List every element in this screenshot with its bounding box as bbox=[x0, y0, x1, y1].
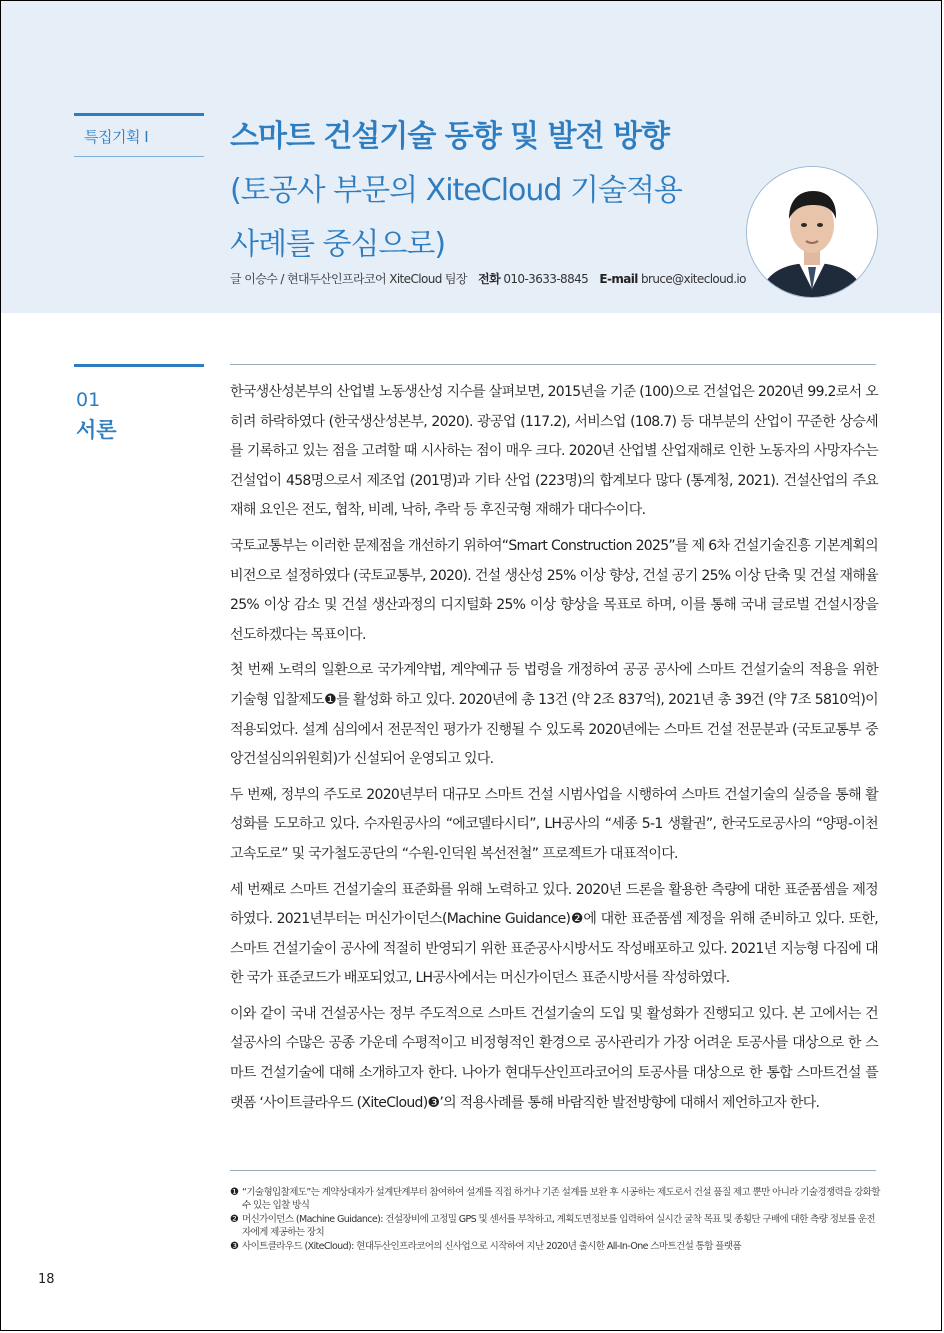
footnote-item bbox=[230, 1186, 880, 1212]
footnote-item bbox=[230, 1213, 880, 1239]
section-tag: 특집기획 I bbox=[84, 128, 149, 146]
footnote-text: “기술형입찰제도”는 계약상대자가 설계단계부터 참여하여 설계를 직접 하거나 기존 설계를 보완 후 시공하는 제도로서 건설 품질 제고 뿐만 아니라 기술경쟁력을 강화할 수 있는 입찰 방식 bbox=[242, 1187, 880, 1211]
paragraph: 국토교통부는 이러한 문제점을 개선하기 위하여“Smart Construction 2025”를 제 6차 건설기술진흥 기본계획의 비전으로 설정하였다 (국토교통부, 2020). 건설 생산성 25% 이상 향상, 건설 공기 25% 이상 단축 및 건설 재해율 25% 이상 감소 및 건설 생산과정의 디지털화 25% 이상 향상을 목표로 하며, 이를 통해 국내 글로벌 건설시장을 선도하겠다는 목표이다. bbox=[230, 537, 878, 643]
paragraph: 세 번째로 스마트 건설기술의 표준화를 위해 노력하고 있다. 2020년 드론을 활용한 측량에 대한 표준품셈을 제정하였다. 2021년부터는 머신가이던스(Machine Guidance)❷에 대한 표준품셈 제정을 위해 준비하고 있다. 또한, 스마트 건설기술이 공사에 적절히 반영되기 위한 표준공사시방서도 작성배포하고 있다. 2021년 지능형 다짐에 대한 국가 표준코드가 배포되었고, LH공사에서는 머신가이던스 표준시방서를 작성하였다. bbox=[230, 881, 878, 987]
byline bbox=[230, 270, 746, 287]
footnote-rule bbox=[230, 1170, 876, 1171]
tag-rule-top bbox=[74, 113, 204, 116]
article-title bbox=[230, 110, 750, 272]
footnotes bbox=[230, 1186, 880, 1254]
tag-rule-bottom bbox=[74, 156, 204, 157]
title-main: 스마트 건설기술 동향 및 발전 방향 bbox=[230, 119, 669, 154]
byline-email: bruce@xitecloud.io bbox=[641, 272, 746, 286]
body-text bbox=[230, 378, 878, 1124]
byline-phone-label: 전화 bbox=[478, 272, 501, 286]
byline-phone: 010-3633-8845 bbox=[503, 272, 589, 286]
section-number: 01 bbox=[76, 389, 101, 411]
byline-author: 글 이승수 / 현대두산인프라코어 XiteCloud 팀장 bbox=[230, 272, 467, 286]
paragraph: 두 번째, 정부의 주도로 2020년부터 대규모 스마트 건설 시범사업을 시행하여 스마트 건설기술의 실증을 통해 활성화를 도모하고 있다. 수자원공사의 “에코델타시티”, LH공사의 “세종 5-1 생활권”, 한국도로공사의 “양평-이천 고속도로” 및 국가철도공단의 “수원-인덕원 복선전철” 프로젝트가 대표적이다. bbox=[230, 786, 878, 862]
footnote-text: 사이트클라우드 (XiteCloud): 현대두산인프라코어의 신사업으로 시작하여 지난 2020년 출시한 All-In-One 스마트건설 통합 플랫폼 bbox=[242, 1241, 741, 1252]
footnote-text: 머신가이던스 (Machine Guidance): 건설장비에 고정밀 GPS 및 센서를 부착하고, 계획도면정보를 입력하여 실시간 굴착 목표 및 종횡단 구배에 대한 측량 정보를 운전자에게 제공하는 장치 bbox=[242, 1214, 875, 1238]
section-rule-left bbox=[74, 364, 204, 367]
footnote-mark: ❸ bbox=[230, 1241, 239, 1252]
title-sub-line-2: 사례를 중심으로) bbox=[230, 227, 446, 262]
paragraph: 한국생산성본부의 산업별 노동생산성 지수를 살펴보면, 2015년을 기준 (100)으로 건설업은 2020년 99.2로서 오히려 하락하였다 (한국생산성본부, 2020). 광공업 (117.2), 서비스업 (108.7) 등 대부분의 산업이 꾸준한 상승세를 기록하고 있는 점을 고려할 때 시사하는 점이 매우 크다. 2020년 산업별 산업재해로 인한 노동자의 사망자수는 건설업이 458명으로서 제조업 (201명)과 기타 산업 (223명)의 합계보다 많다 (통계청, 2021). 건설산업의 주요 재해 요인은 전도, 협착, 비례, 낙하, 추락 등 후진국형 재해가 대다수이다. bbox=[230, 384, 878, 519]
paragraph: 첫 번째 노력의 일환으로 국가계약법, 계약예규 등 법령을 개정하여 공공 공사에 스마트 건설기술의 적용을 위한 기술형 입찰제도❶를 활성화 하고 있다. 2020년에 총 13건 (약 2조 837억), 2021년 총 39건 (약 7조 5810억)이 적용되었다. 설계 심의에서 전문적인 평가가 진행될 수 있도록 2020년에는 스마트 건설 전문분과 (국토교통부 중앙건설심의위원회)가 신설되어 운영되고 있다. bbox=[230, 662, 878, 768]
byline-email-label: E-mail bbox=[599, 272, 638, 286]
author-portrait-icon bbox=[747, 167, 877, 297]
author-photo bbox=[746, 166, 878, 298]
paragraph: 이와 같이 국내 건설공사는 정부 주도적으로 스마트 건설기술의 도입 및 활성화가 진행되고 있다. 본 고에서는 건설공사의 수많은 공종 가운데 수평적이고 비정형적인 환경으로 공사관리가 가장 어려운 토공사를 대상으로 한 스마트 건설기술에 대해 소개하고자 한다. 나아가 현대두산인프라코어의 토공사를 대상으로 한 통합 스마트건설 플랫폼 ‘사이트클라우드 (XiteCloud)❸’의 적용사례를 통해 바람직한 발전방향에 대해서 제언하고자 한다. bbox=[230, 1005, 878, 1111]
footnote-item bbox=[230, 1240, 880, 1253]
section-rule-right bbox=[230, 364, 876, 365]
page-number: 18 bbox=[38, 1272, 55, 1287]
footnote-mark: ❷ bbox=[230, 1214, 239, 1225]
footnote-mark: ❶ bbox=[230, 1187, 239, 1198]
section-title: 서론 bbox=[76, 418, 117, 442]
title-sub-line-1: (토공사 부문의 XiteCloud 기술적용 bbox=[230, 173, 682, 208]
